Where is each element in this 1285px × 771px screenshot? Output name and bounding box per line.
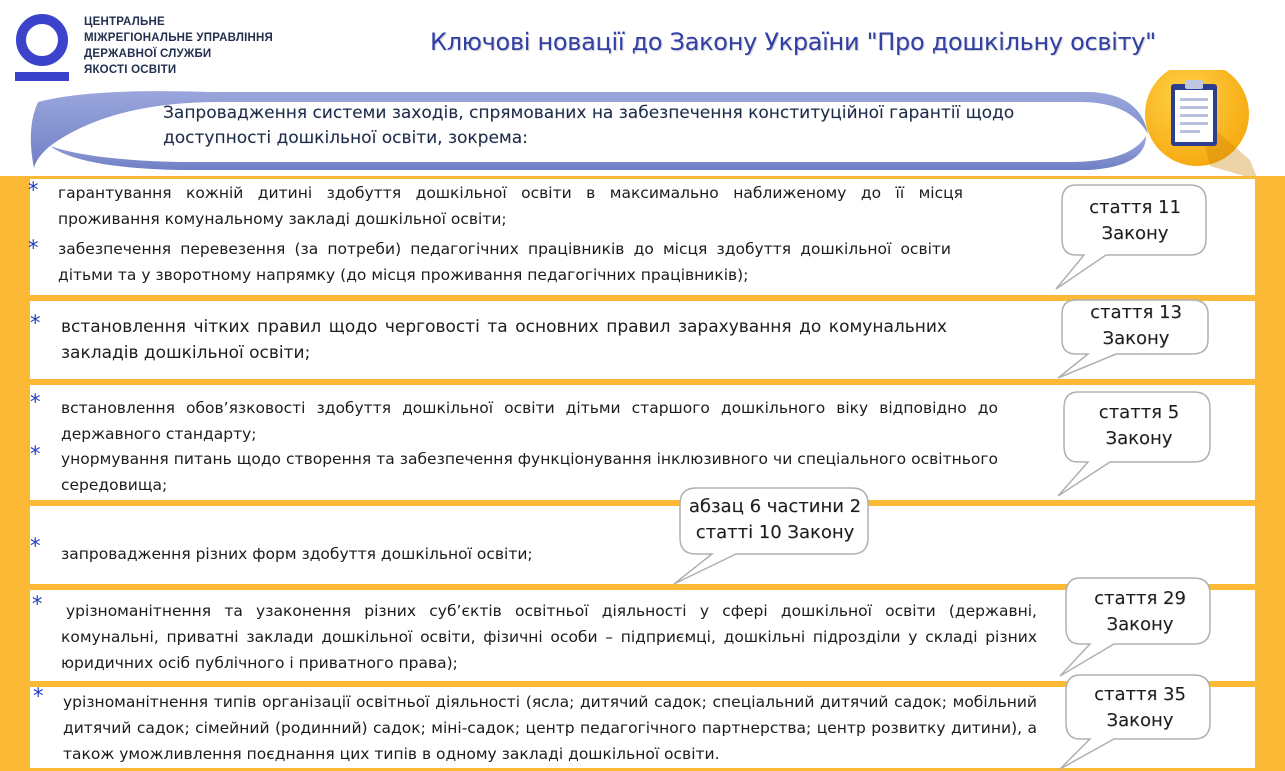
asterisk-bullet: * — [30, 442, 41, 466]
org-name — [84, 14, 273, 78]
callout-line: стаття 13 — [1090, 302, 1182, 323]
callout-article-10 — [672, 486, 872, 586]
org-name-line: МІЖРЕГІОНАЛЬНЕ УПРАВЛІННЯ — [84, 32, 273, 44]
asterisk-bullet: * — [33, 684, 44, 708]
asterisk-bullet: * — [30, 311, 41, 335]
ring-logo-icon — [14, 10, 72, 82]
org-name-line: ЦЕНТРАЛЬНЕ — [84, 16, 165, 28]
callout-line: статті 10 Закону — [695, 522, 855, 543]
callout-article-5 — [1056, 390, 1214, 498]
asterisk-bullet: * — [32, 592, 43, 616]
list-item: забезпечення перевезення (за потреби) педагогічних працівників до місця здобуття дошкільної освіти дітьми та у зворотному напрямку (до місця проживання педагогічних працівників); — [58, 240, 951, 284]
org-name-line: ЯКОСТІ ОСВІТИ — [84, 64, 177, 76]
list-item: встановлення обов’язковості здобуття дошкільної освіти дітьми старшого дошкільного віку відповідно до державного стандарту; — [61, 399, 998, 443]
callout-line: стаття 5 — [1098, 402, 1180, 423]
list-item: запровадження різних форм здобуття дошкільної освіти; — [61, 545, 533, 563]
list-item: встановлення чітких правил щодо черговості та основних правил зарахування до комунальних закладів дошкільної освіти; — [61, 317, 947, 363]
asterisk-bullet: * — [28, 236, 39, 260]
clipboard-icon — [1140, 70, 1258, 180]
asterisk-bullet: * — [28, 178, 39, 202]
list-item: унормування питань щодо створення та забезпечення функціонування інклюзивного чи спеціального освітнього середовища; — [61, 450, 998, 494]
list-item: урізноманітнення та узаконення різних суб’єктів освітньої діяльності у сфері дошкільної освіти (державні, комунальні, приватні заклади дошкільної освіти, фізичні особи – підприємці, дошкільні підрозділи у складі різних юридичних осіб публічного і приватного права); — [61, 602, 1037, 672]
intro-text — [163, 101, 1093, 151]
callout-line: абзац 6 частини 2 — [688, 496, 862, 517]
callout-line: стаття 35 — [1094, 684, 1186, 705]
callout-article-11 — [1054, 183, 1208, 291]
page-title: Ключові новації до Закону України "Про дошкільну освіту" — [430, 28, 1156, 56]
callout-article-13 — [1056, 298, 1210, 380]
list-item: гарантування кожній дитині здобуття дошкільної освіти в максимально наближеному до її місця проживання комунальному закладі дошкільної освіти; — [58, 184, 963, 228]
callout-article-29 — [1058, 576, 1214, 678]
org-name-line: ДЕРЖАВНОЇ СЛУЖБИ — [84, 48, 212, 60]
list-item: урізноманітнення типів організації освітньої діяльності (ясла; дитячий садок; спеціальний дитячий садок; мобільний дитячий садок; сімейний (родинний) садок; міні-садок; центр педагогічного партнерства; центр розвитку дитини), а також уможливлення поєднання цих типів в одному закладі дошкільної освіти. — [63, 693, 1037, 763]
callout-line: Закону — [1105, 428, 1173, 449]
callout-article-35 — [1058, 673, 1214, 771]
intro-line: доступності дошкільної освіти, зокрема: — [163, 128, 528, 148]
callout-line: Закону — [1101, 223, 1169, 244]
callout-line: Закону — [1102, 328, 1170, 349]
callout-line: Закону — [1106, 614, 1174, 635]
intro-line: Запровадження системи заходів, спрямованих на забезпечення конституційної гарантії щодо — [163, 103, 1015, 123]
callout-line: Закону — [1106, 710, 1174, 731]
asterisk-bullet: * — [30, 390, 41, 414]
callout-line: стаття 11 — [1089, 197, 1181, 218]
asterisk-bullet: * — [30, 534, 41, 558]
callout-line: стаття 29 — [1094, 588, 1186, 609]
